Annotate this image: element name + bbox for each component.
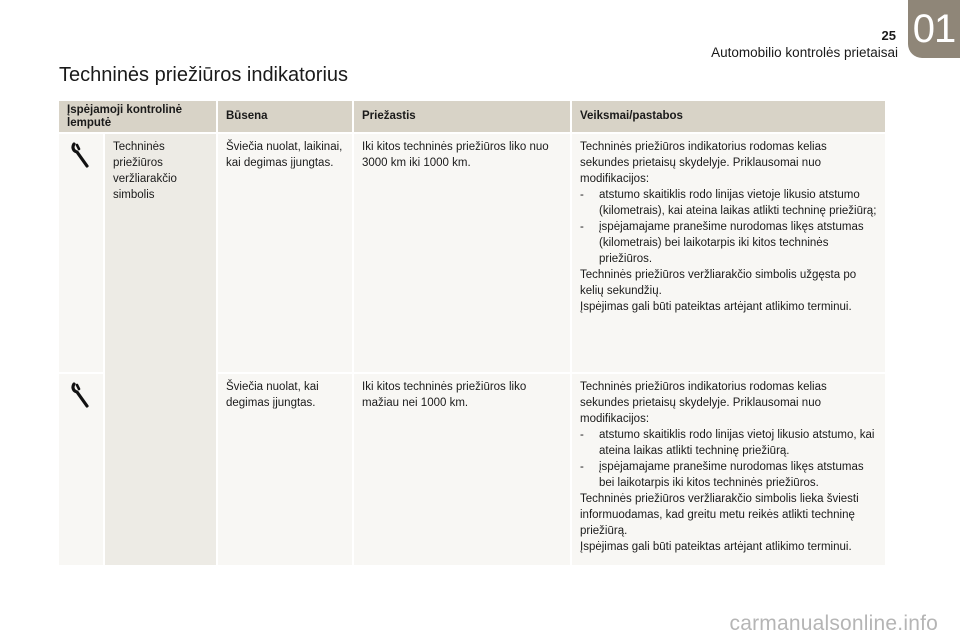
indicator-table	[59, 101, 885, 565]
action-intro: Techninės priežiūros indikatorius rodomas kelias sekundes prietaisų skydelyje. Priklausomai nuo modifikacijos:	[580, 141, 827, 185]
section-title: Automobilio kontrolės prietaisai	[711, 45, 898, 60]
action-cell	[572, 372, 885, 565]
table-row	[59, 132, 885, 372]
table-header-row	[59, 101, 885, 132]
list-item: - atstumo skaitiklis rodo linijas vietoj likusio atstumo, kai ateina laikas atlikti techninę priežiūrą.	[580, 427, 877, 459]
state-cell: Šviečia nuolat, kai degimas įjungtas.	[218, 372, 354, 565]
list-item: - įspėjamajame pranešime nurodomas likęs atstumas (kilometrais) bei laikotarpis iki kitos techninės priežiūros.	[580, 219, 877, 267]
action-outro: Techninės priežiūros veržliarakčio simbolis užgęsta po kelių sekundžių.	[580, 269, 857, 297]
action-outro: Įspėjimas gali būti pateiktas artėjant atlikimo terminui.	[580, 541, 852, 553]
action-outro: Techninės priežiūros veržliarakčio simbolis lieka šviesti informuodamas, kad greitu metu reikės atlikti techninę priežiūrą.	[580, 493, 859, 537]
action-list	[580, 187, 877, 267]
cause-cell: Iki kitos techninės priežiūros liko nuo 3000 km iki 1000 km.	[354, 132, 572, 372]
cause-cell: Iki kitos techninės priežiūros liko mažiau nei 1000 km.	[354, 372, 572, 565]
header-cause: Priežastis	[354, 101, 572, 132]
page-number: 25	[881, 28, 896, 43]
header-warning-light: Įspėjamoji kontrolinė lemputė	[59, 101, 218, 132]
icon-cell	[59, 132, 105, 372]
action-outro: Įspėjimas gali būti pateiktas artėjant atlikimo terminui.	[580, 301, 852, 313]
watermark: carmanualsonline.info	[729, 612, 938, 635]
chapter-tab: 01	[908, 0, 960, 58]
wrench-icon	[70, 142, 92, 168]
action-cell	[572, 132, 885, 372]
list-item: - įspėjamajame pranešime nurodomas likęs atstumas bei laikotarpis iki kitos techninės priežiūros.	[580, 459, 877, 491]
wrench-icon	[70, 382, 92, 408]
header-actions: Veiksmai/pastabos	[572, 101, 885, 132]
action-list	[580, 427, 877, 491]
header-state: Būsena	[218, 101, 354, 132]
icon-cell	[59, 372, 105, 565]
page-title: Techninės priežiūros indikatorius	[59, 64, 349, 86]
action-intro: Techninės priežiūros indikatorius rodomas kelias sekundes prietaisų skydelyje. Priklausomai nuo modifikacijos:	[580, 381, 827, 425]
state-cell: Šviečia nuolat, laikinai, kai degimas įjungtas.	[218, 132, 354, 372]
list-item: - atstumo skaitiklis rodo linijas vietoje likusio atstumo (kilometrais), kai ateina laikas atlikti techninę priežiūrą;	[580, 187, 877, 219]
indicator-name: Techninės priežiūros veržliarakčio simbolis	[105, 132, 218, 565]
